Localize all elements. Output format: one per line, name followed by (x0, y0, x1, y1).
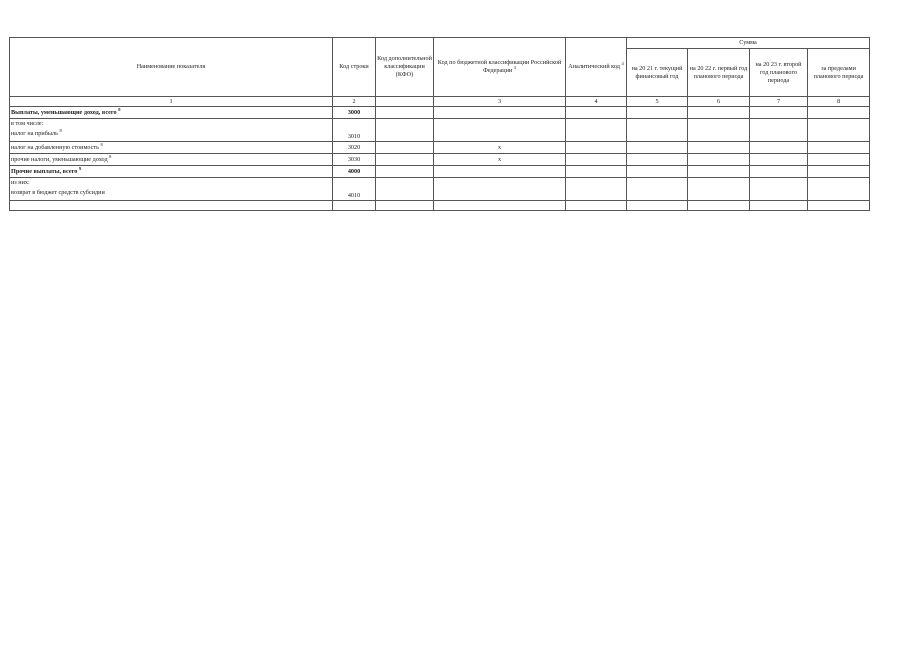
analytic-cell[interactable] (566, 166, 627, 178)
table-row (10, 154, 870, 166)
empty-cell[interactable] (750, 201, 808, 211)
row-name: из них: (11, 179, 30, 186)
row-name-cell[interactable] (10, 142, 333, 154)
sum-cell-year2[interactable] (688, 166, 750, 178)
row-name: возврат в бюджет средств субсидии (11, 189, 105, 196)
analytic-cell[interactable] (566, 142, 627, 154)
kfo-cell[interactable] (376, 142, 434, 154)
column-number-row (10, 97, 870, 107)
header-analytic-code (566, 38, 627, 97)
header-analytic-text: Аналитический код (568, 63, 620, 70)
empty-cell[interactable] (376, 201, 434, 211)
header-sum-group: Сумма (627, 38, 870, 49)
row-name: в том числе: (11, 120, 44, 127)
table-row (10, 166, 870, 178)
sum-cell-year1[interactable] (627, 107, 688, 119)
sum-cell-beyond[interactable] (808, 107, 870, 119)
row-name-cell[interactable] (10, 154, 333, 166)
empty-cell[interactable] (627, 201, 688, 211)
sum-cell-year1[interactable] (627, 142, 688, 154)
analytic-cell[interactable] (566, 178, 627, 201)
sum-cell-beyond[interactable] (808, 154, 870, 166)
row-code: 3010 (333, 119, 376, 142)
empty-cell[interactable] (10, 201, 333, 211)
table-row-group (10, 119, 870, 142)
header-bk-code (434, 38, 566, 97)
row-name: налог на добавленную стоимость (11, 143, 99, 151)
table-row-group (10, 178, 870, 201)
col-number: 4 (566, 97, 627, 107)
kfo-cell[interactable] (376, 154, 434, 166)
row-name: прочие налоги, уменьшающие доход (11, 155, 108, 163)
row-footnote: 8 (100, 141, 103, 147)
bk-cell[interactable] (434, 119, 566, 142)
row-footnote: 9 (78, 165, 82, 171)
col-number: 5 (627, 97, 688, 107)
col-number: 2 (333, 97, 376, 107)
bk-cell[interactable]: x (434, 142, 566, 154)
header-bk-footnote: 3 (513, 64, 517, 70)
header-name-column: Наименование показателя (10, 38, 333, 97)
col-number: 6 (688, 97, 750, 107)
sum-cell-year2[interactable] (688, 142, 750, 154)
header-kfo: Код дополнительной классификации (КФО) (376, 38, 434, 97)
bk-cell[interactable] (434, 166, 566, 178)
col-number: 8 (808, 97, 870, 107)
col-number: 7 (750, 97, 808, 107)
sum-cell-beyond[interactable] (808, 166, 870, 178)
row-name-cell[interactable] (10, 178, 333, 201)
sum-cell-year3[interactable] (750, 142, 808, 154)
row-name: Выплаты, уменьшающие доход, всего (11, 108, 117, 116)
empty-cell[interactable] (688, 201, 750, 211)
row-footnote: 8 (109, 153, 112, 159)
header-year-second-plan: на 20 23 г. второй год планового периода (750, 49, 808, 97)
header-analytic-footnote: 4 (621, 60, 624, 66)
header-beyond-plan: за пределами планового периода (808, 49, 870, 97)
row-code: 3020 (333, 142, 376, 154)
analytic-cell[interactable] (566, 107, 627, 119)
empty-cell[interactable] (333, 201, 376, 211)
sum-cell-year2[interactable] (688, 178, 750, 201)
kfo-cell[interactable] (376, 119, 434, 142)
header-year-first-plan: на 20 22 г. первый год планового периода (688, 49, 750, 97)
table-row (10, 107, 870, 119)
col-number (376, 97, 434, 107)
row-code: 4010 (333, 178, 376, 201)
sum-cell-year2[interactable] (688, 107, 750, 119)
col-number: 3 (434, 97, 566, 107)
row-name-cell[interactable] (10, 166, 333, 178)
empty-cell[interactable] (434, 201, 566, 211)
sum-cell-year3[interactable] (750, 107, 808, 119)
row-name: налог на прибыль (11, 130, 58, 137)
kfo-cell[interactable] (376, 166, 434, 178)
bk-cell[interactable] (434, 178, 566, 201)
row-name-cell[interactable] (10, 119, 333, 142)
header-bk-code-text: Код по бюджетной классификации Российской Федерации (437, 59, 562, 74)
sum-cell-year3[interactable] (750, 154, 808, 166)
budget-form-table (9, 37, 870, 211)
empty-cell[interactable] (566, 201, 627, 211)
bk-cell[interactable] (434, 107, 566, 119)
sum-cell-year3[interactable] (750, 178, 808, 201)
row-code: 4000 (333, 166, 376, 178)
sum-cell-beyond[interactable] (808, 119, 870, 142)
sum-cell-year3[interactable] (750, 166, 808, 178)
sum-cell-year1[interactable] (627, 166, 688, 178)
row-footnote: 8 (59, 127, 62, 133)
row-code: 3030 (333, 154, 376, 166)
sum-cell-year2[interactable] (688, 119, 750, 142)
analytic-cell[interactable] (566, 119, 627, 142)
sum-cell-year2[interactable] (688, 154, 750, 166)
kfo-cell[interactable] (376, 178, 434, 201)
header-year-current: на 20 21 г. текущий финансовый год (627, 49, 688, 97)
row-code: 3000 (333, 107, 376, 119)
table-row-empty (10, 201, 870, 211)
row-footnote: 8 (118, 106, 121, 112)
table-row (10, 142, 870, 154)
sum-cell-year3[interactable] (750, 119, 808, 142)
kfo-cell[interactable] (376, 107, 434, 119)
header-line-code: Код строки (333, 38, 376, 97)
budget-form-table-wrapper (9, 37, 869, 211)
sum-cell-year1[interactable] (627, 178, 688, 201)
analytic-cell[interactable] (566, 154, 627, 166)
sum-cell-year1[interactable] (627, 119, 688, 142)
row-name-cell[interactable] (10, 107, 333, 119)
sum-cell-beyond[interactable] (808, 178, 870, 201)
sum-cell-year1[interactable] (627, 154, 688, 166)
row-name: Прочие выплаты, всего (11, 167, 78, 175)
bk-cell[interactable]: x (434, 154, 566, 166)
col-number: 1 (10, 97, 333, 107)
sum-cell-beyond[interactable] (808, 142, 870, 154)
empty-cell[interactable] (808, 201, 870, 211)
